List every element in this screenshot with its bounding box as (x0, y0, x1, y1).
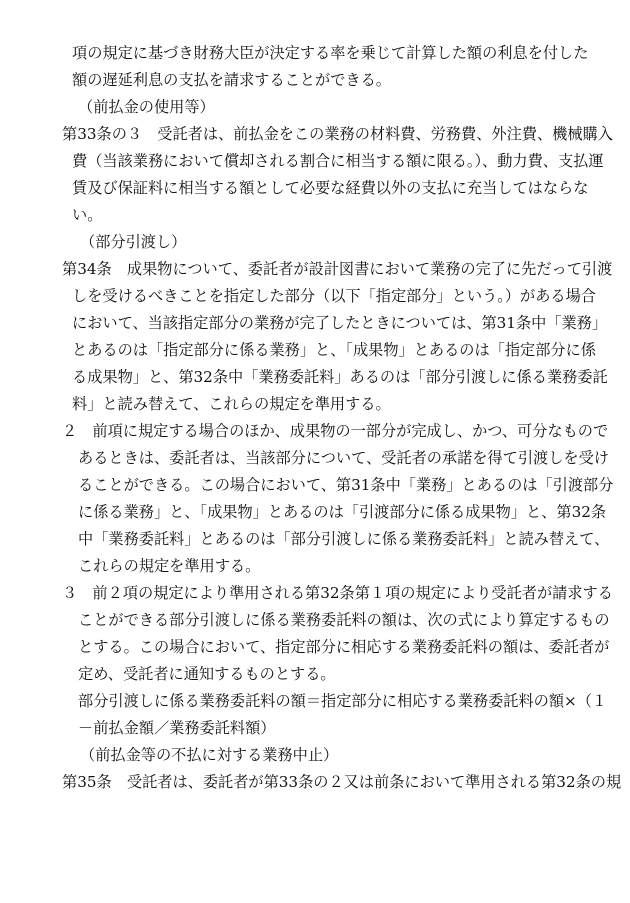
text-line: しを受けるべきことを指定した部分（以下「指定部分」という。）がある場合 (72, 287, 596, 305)
paragraph-first-line: ２ 前項に規定する場合のほか、成果物の一部分が完成し、かつ、可分なもので (62, 422, 609, 440)
article-first-line: 第35条 受託者は、委託者が第33条の２又は前条において準用される第32条の規 (62, 773, 622, 791)
text-line: い。 (72, 206, 103, 224)
formula-line: －前払金額／業務委託料額） (78, 719, 276, 737)
text-line: とする。この場合において、指定部分に相応する業務委託料の額は、委託者が (78, 638, 610, 656)
text-line: において、当該指定部分の業務が完了したときについては、第31条中「業務」 (72, 314, 608, 332)
text-line: に係る業務」と、「成果物」とあるのは「引渡部分に係る成果物」と、第32条 (78, 503, 607, 521)
text-line: 費（当該業務において償却される割合に相当する額に限る。）、動力費、支払運 (72, 152, 604, 170)
text-line: これらの規定を準用する。 (78, 557, 261, 575)
text-line: 中「業務委託料」とあるのは「部分引渡しに係る業務委託料」と読み替えて、 (78, 530, 610, 548)
text-line: 料」と読み替えて、これらの規定を準用する。 (72, 395, 391, 413)
section-heading: （前払金等の不払に対する業務中止） (80, 746, 339, 764)
text-line: ことができる部分引渡しに係る業務委託料の額は、次の式により算定するもの (78, 611, 610, 629)
text-line: 定め、受託者に通知するものとする。 (78, 665, 336, 683)
text-line: 項の規定に基づき財務大臣が決定する率を乗じて計算した額の利息を付した (72, 44, 589, 62)
text-line: とあるのは「指定部分に係る業務」と、「成果物」とあるのは「指定部分に係 (72, 341, 596, 359)
section-heading: （前払金の使用等） (78, 98, 215, 116)
text-line: 額の遅延利息の支払を請求することができる。 (72, 71, 391, 89)
formula-line: 部分引渡しに係る業務委託料の額＝指定部分に相応する業務委託料の額×（１ (78, 692, 608, 710)
text-line: ることができる。この場合において、第31条中「業務」とあるのは「引渡部分 (78, 476, 614, 494)
paragraph-first-line: ３ 前２項の規定により準用される第32条第１項の規定により受託者が請求する (62, 584, 613, 602)
text-line: 賃及び保証料に相当する額として必要な経費以外の支払に充当してはならな (72, 179, 589, 197)
section-heading: （部分引渡し） (80, 233, 187, 251)
article-first-line: 第33条の３ 受託者は、前払金をこの業務の材料費、労務費、外注費、機械購入 (62, 125, 613, 143)
article-first-line: 第34条 成果物について、委託者が設計図書において業務の完了に先だって引渡 (62, 260, 613, 278)
text-line: る成果物」と、第32条中「業務委託料」あるのは「部分引渡しに係る業務委託 (72, 368, 608, 386)
text-line: あるときは、委託者は、当該部分について、受託者の承諾を得て引渡しを受け (78, 449, 609, 467)
